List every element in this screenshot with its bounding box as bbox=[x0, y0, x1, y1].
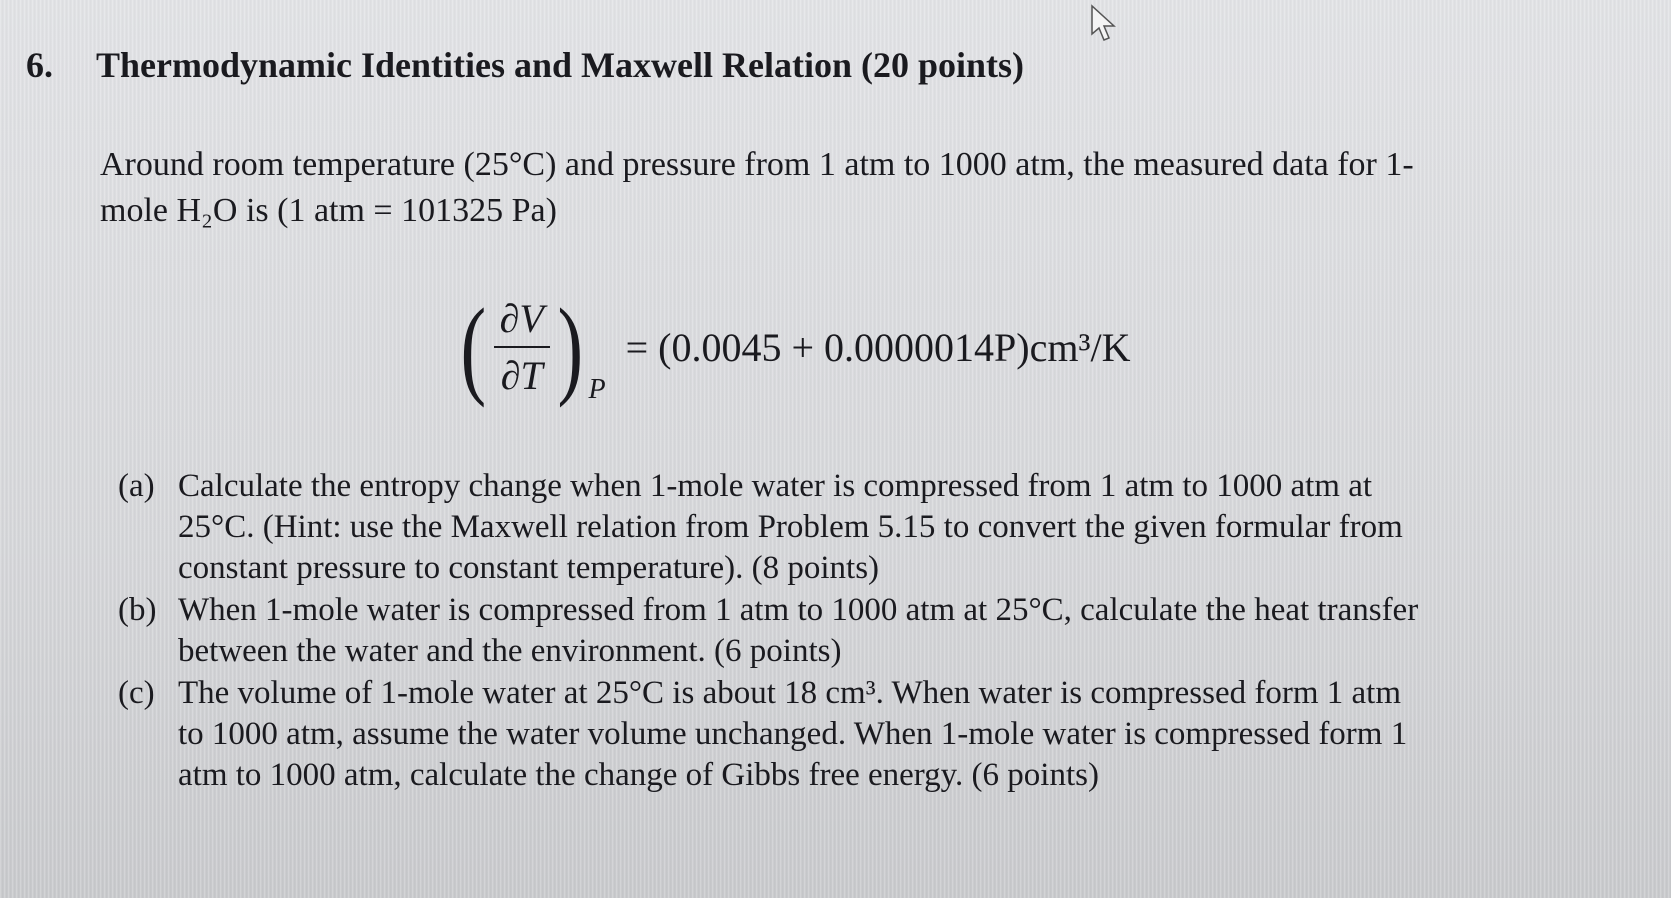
part-line: to 1000 atm, assume the water volume unchanged. When 1-mole water is compressed form 1 bbox=[178, 716, 1408, 752]
part-line: 25°C. (Hint: use the Maxwell relation from Problem 5.15 to convert the given formular from bbox=[178, 509, 1403, 545]
part-c bbox=[118, 673, 1638, 796]
problem-heading bbox=[26, 44, 1024, 86]
partial-derivative-fraction bbox=[494, 295, 550, 399]
equation-rhs: = (0.0045 + 0.0000014P)cm³/K bbox=[625, 324, 1131, 370]
part-line: atm to 1000 atm, calculate the change of Gibbs free energy. (6 points) bbox=[178, 757, 1099, 793]
constant-pressure-subscript: P bbox=[588, 374, 606, 405]
maxwell-equation bbox=[455, 282, 1130, 412]
part-body bbox=[178, 590, 1418, 672]
part-line: Calculate the entropy change when 1-mole water is compressed from 1 atm to 1000 atm at bbox=[178, 468, 1373, 504]
fraction-denominator: ∂T bbox=[500, 353, 543, 398]
fraction-numerator: ∂V bbox=[494, 295, 550, 348]
intro-line-2: mole H₂O is (1 atm = 101325 Pa) bbox=[100, 192, 557, 229]
part-line: between the water and the environment. (6 points) bbox=[178, 633, 842, 669]
part-line: When 1-mole water is compressed from 1 atm to 1000 atm at 25°C, calculate the heat transfer bbox=[178, 592, 1419, 628]
part-b bbox=[118, 590, 1638, 672]
problem-title: Thermodynamic Identities and Maxwell Relation (20 points) bbox=[96, 45, 1025, 85]
part-label: (a) bbox=[118, 468, 155, 504]
right-paren: ) bbox=[557, 286, 583, 408]
intro-line-1: Around room temperature (25°C) and pressure from 1 atm to 1000 atm, the measured data for 1- bbox=[100, 146, 1414, 183]
question-parts bbox=[118, 466, 1638, 797]
part-body bbox=[178, 466, 1403, 589]
part-line: constant pressure to constant temperature). (8 points) bbox=[178, 550, 880, 586]
part-label: (b) bbox=[118, 592, 157, 628]
part-line: The volume of 1-mole water at 25°C is about 18 cm³. When water is compressed form 1 atm bbox=[178, 675, 1401, 711]
intro-paragraph bbox=[100, 142, 1600, 234]
problem-number: 6. bbox=[26, 45, 53, 85]
part-body bbox=[178, 673, 1407, 796]
left-paren: ( bbox=[460, 286, 487, 408]
mouse-pointer-icon bbox=[1088, 4, 1118, 44]
part-label: (c) bbox=[118, 675, 155, 711]
part-a bbox=[118, 466, 1638, 589]
